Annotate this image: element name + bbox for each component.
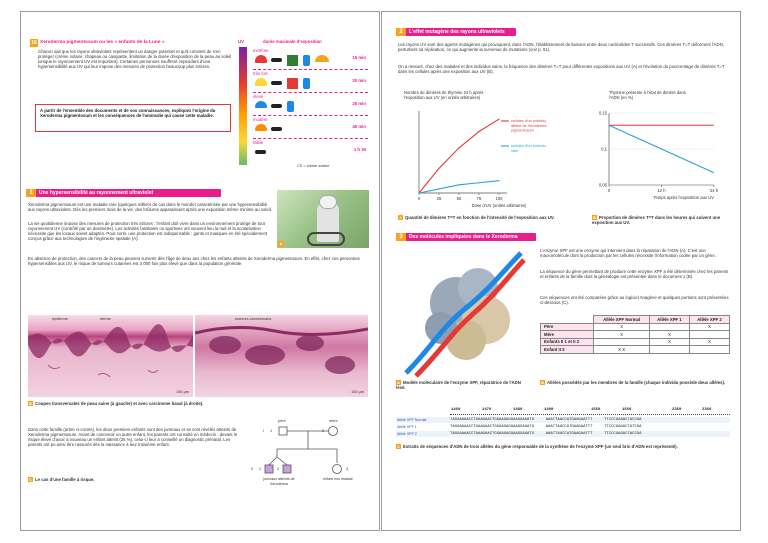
histology-caption [28, 401, 358, 406]
legend-label: atteint de Xeroderma [511, 123, 547, 128]
row-label: Enfants II 1 et II 2 [541, 338, 594, 346]
header-cell: Allèle XPF 2 [689, 316, 729, 324]
tumor-clusters [195, 315, 368, 397]
uv-row-5 [253, 139, 368, 162]
series-line-healthy [419, 181, 499, 193]
data-point [418, 192, 419, 193]
scale-bar-label: 150 µm [176, 389, 189, 394]
x-tick-label: 50 [456, 196, 462, 201]
xpf-enzyme-molecular-model-image [396, 248, 526, 378]
sequence-comparison [396, 407, 730, 462]
allele-sequence: TAGGAAAACCTGAAGAACTGGAAGAGGAAGGAGATG AAATTAACCATGAAGAATTT TTCCCGAGACTACCGA [450, 418, 642, 422]
uv-exposure-table [235, 39, 368, 174]
molecule-render [396, 248, 526, 378]
family-caption [28, 477, 228, 482]
uv-level-label: modéré [253, 117, 268, 122]
protection-icons [255, 124, 335, 136]
label-epidermis: épiderme [52, 317, 68, 321]
table-cell [689, 331, 729, 339]
exercise-number-badge: 16 [31, 40, 37, 46]
sunglasses-icon [271, 127, 282, 131]
helmet-visor [319, 195, 337, 209]
sunglasses-icon [271, 81, 282, 85]
individual-number: 1 [259, 467, 262, 471]
x-tick-label: 75 [476, 196, 482, 201]
section-title: L'effet mutagène des rayons ultraviolets [409, 29, 505, 35]
section-3-title-bar [396, 233, 536, 248]
row-label: Enfant II 3 [541, 346, 594, 354]
sunglasses-icon [255, 150, 266, 154]
section-number-badge: 1 [26, 189, 36, 197]
cap-icon [255, 124, 267, 131]
chart-b-dimer-percentage-vs-time [587, 89, 732, 214]
sequence-position: 1560 [622, 408, 632, 412]
uv-row-2 [253, 70, 368, 93]
table-cell: X [594, 323, 650, 331]
family-paragraph: Dans cette famille (arbre ci-contre), les deux premiers enfants sont des jumeaux et se sont révélés atteints de Xeroderma pigmentosum. Avant de concevoir un autre enfant, les parents ont consulté un médecin : devant le risque élevé d'avoir à nouveau un enfant atteint (25 %), celui-ci leur a conseillé un diagnostic prénatal. Les parents ont pu ainsi être rassurés dès la naissance à leur troisième enfant. [28, 427, 238, 448]
table-cell [594, 338, 650, 346]
sequence-position: 1490 [544, 408, 554, 412]
legend-label: cellules d'un individu [511, 119, 546, 123]
table-cell: X [594, 331, 650, 339]
caption-text: Extraits de séquences d'ADN de trois allèles du gène responsable de la synthèse de l'enzyme XPF (un seul brin d'ADN est représenté). [403, 444, 678, 449]
table-row [541, 346, 730, 354]
sequence-row [396, 431, 730, 437]
caption-letter: A [399, 215, 402, 221]
uv-level-label: très fort [253, 71, 268, 76]
uv-column-header: UV [238, 39, 244, 44]
section-2-paragraph-2: On a mesuré, chez des malades et des individus sains, la fréquence des dimères T=T pour différentes expositions aux UV (A) et l'évolution du pourcentage de dimères T=T dans les cellules après une exposition aux UV (B). [398, 64, 725, 75]
twins-label: jumeaux atteints de Xeroderma [263, 477, 295, 487]
photo-letter: A [279, 241, 283, 246]
umbrella-icon [315, 55, 329, 62]
caption-letter: C [29, 477, 32, 483]
section-3-paragraph-2: La séquence du gène permettant de produire cette enzyme XPF a été déterminée chez les parents et enfants de la famille dont la généalogie est présentée dans le document 1 (B). [540, 269, 729, 280]
row-label: Mère [541, 331, 594, 339]
sequence-position: 2360 [702, 408, 712, 412]
generation-2-label: II [251, 467, 254, 471]
section-title: Des molécules impliquées dans le Xeroderma pigmentosum [409, 234, 518, 248]
y-tick-label: 0,05 [598, 182, 607, 188]
caption-letter: A [397, 380, 400, 386]
section-1-paragraph-2: La vie quotidienne impose des mesures de protection très strictes : l'enfant doit vivre dans un environnement protégé de tout rayonnement UV (contrôlé par un dosimètre). Les activités familiales ou sportives ont souvent lieu la nuit et la scolarisation nécessite que les locaux soient adaptés. Pour sortir, une protection est indispensable : gants et masques en été spécialement conçus grâce aux technologies de l'ingénierie spatiale (A). [28, 221, 268, 242]
x-tick-label: 24 h [709, 188, 719, 193]
duration-column-header: durée maximale d'exposition [263, 39, 322, 44]
caption-text: Modèle moléculaire de l'enzyme XPF, réparatrice de l'ADN lésé. [396, 380, 521, 391]
bicycle-shape [307, 232, 345, 246]
chart-a-caption [398, 215, 558, 220]
tshirt-icon [287, 55, 298, 66]
x-tick-label: 100 [495, 196, 503, 201]
uv-duration: 20 min [352, 78, 366, 83]
sequence-caption [396, 444, 730, 449]
x-tick-label: 12 h [657, 188, 666, 193]
header-cell: Allèle XPF Normal [594, 316, 650, 324]
sequence-position: 1550 [591, 408, 601, 412]
section-number-badge: 2 [396, 28, 406, 36]
protection-icons [255, 55, 335, 67]
legend-label: sain [511, 148, 518, 153]
sunscreen-icon [303, 55, 310, 66]
table-cell: X [689, 323, 729, 331]
epidermis-ridges [28, 315, 193, 397]
data-point [438, 168, 439, 169]
table-cell [689, 346, 729, 354]
sunscreen-icon [287, 101, 294, 112]
table-row [541, 323, 730, 331]
exercise-title: Xeroderma pigmentosum ou les « enfants de la Lune » [40, 40, 165, 45]
caption-letter: C [397, 444, 400, 450]
caption-text: Allèles possédés par les membres de la famille (chaque individu possède deux allèles). [547, 380, 726, 385]
uv-level-label: élevé [253, 94, 264, 99]
row-label: Père [541, 323, 594, 331]
scale-bar-label: 150 µm [351, 389, 364, 394]
caption-text: Le cas d'une famille à risque. [35, 477, 95, 482]
label-tumors: tumeurs cancéreuses [235, 317, 272, 321]
label-dermis: derme [100, 317, 111, 321]
uv-duration: 1 h 30 [353, 147, 366, 152]
chart-title: l'exposition aux UV (en unités arbitraires) [404, 95, 481, 101]
allele-sequence: TAGGAAAACCTGAAGAACTGGAAGAGGAAGGAGATG AAATTAACCATGAAGAATTT TTCCCGAGACTATCGA [450, 425, 642, 429]
data-point [478, 182, 479, 183]
caption-letter: B [593, 215, 596, 221]
allele-label: Allèle XPF Normal [397, 418, 427, 422]
header-cell [541, 316, 594, 324]
caption-text: Coupes transversales de peau saine (à gauche) et avec carcinome basal (à droite). [35, 401, 204, 406]
allele-table-header-row [541, 316, 730, 324]
uv-table-legend: CS = crème solaire [297, 164, 330, 168]
uv-level-label: faible [253, 140, 264, 145]
healthy-skin-section-image [28, 315, 193, 397]
table-row [541, 331, 730, 339]
table-cell [649, 346, 689, 354]
section-2-paragraph-1: Les rayons UV sont des agents mutagènes qui provoquent, dans l'ADN, l'établissement de liaisons entre deux nucléotides T successifs. Ces dimères T=T déforment l'ADN, perturbent sa réplication, ce qui augmente la survenue de mutations (voir p. 51). [398, 42, 724, 53]
table-cell: X [649, 338, 689, 346]
molecule-caption [396, 380, 521, 390]
y-tick-label: 0,15 [598, 110, 607, 116]
protection-icons [255, 101, 335, 113]
protection-icons [255, 78, 335, 90]
allele-table [540, 315, 730, 354]
caption-text: Quantité de dimères T=T en fonction de l'intensité de l'exposition aux UV. [405, 215, 555, 220]
data-point [478, 131, 479, 132]
allele-label: Allèle XPF 2 [397, 432, 417, 436]
section-3-paragraph-3: Ces séquences ont été comparées grâce au logiciel Anagène et quelques portions sont présentées ci-dessous (C). [540, 295, 729, 306]
section-1-paragraph-3: En absence de protection, des cancers de la peau peuvent survenir dès l'âge de deux ans chez les enfants atteints de Xeroderma pigmentosum. En effet, chez ces personnes hypersensibles aux UV, le risque de tumeurs cutanées est 4 000 fois plus élevé que dans la population générale. [28, 256, 360, 267]
sunglasses-icon [271, 104, 282, 108]
data-point [438, 188, 439, 189]
uv-level-label: extrême [253, 48, 269, 53]
sunscreen-icon [303, 78, 310, 89]
x-tick-label: 0 [607, 188, 611, 193]
sunglasses-icon [271, 58, 282, 62]
section-1-paragraph-1: Xeroderma pigmentosum est une maladie rare (quelques milliers de cas dans le monde) caractérisée par une hypersensibilité aux rayons ultraviolets. Dès les premiers mois de la vie, des brûlures apparaissent après une exposition même minime au soleil. [28, 202, 272, 213]
sequence-position: 1470 [482, 408, 492, 412]
sequence-ruler [450, 413, 730, 415]
caption-letter: B [541, 380, 544, 386]
chart-title: Nombre de dimères de thymine 24 h après [404, 90, 484, 95]
chart-a-thymine-dimers-vs-dose [394, 89, 579, 214]
allele-sequence: TAGGAAAACCTAAAGAACTGGAAGAGGAAGGAGATG AAATTAACCATGAAGAATTT TTCCCGAGACTACCGA [450, 432, 642, 436]
sequence-row [396, 424, 730, 430]
father-label: père [278, 419, 286, 423]
uv-row-1 [253, 47, 368, 70]
header-cell: Allèle XPF 1 [649, 316, 689, 324]
left-page [20, 11, 380, 531]
uv-row-3 [253, 93, 368, 116]
caption-letter: B [29, 401, 32, 407]
individual-number: 2 [322, 429, 325, 433]
right-page [381, 11, 741, 531]
uv-scale-arrow [235, 47, 255, 172]
section-title: Une hypersensibilité au rayonnement ultraviolet [39, 190, 154, 196]
x-axis-label: Dose d'UV (unités arbitraires) [471, 203, 527, 208]
section-2-title-bar [396, 28, 516, 36]
uv-duration: 45 min [352, 124, 366, 129]
data-point [498, 119, 499, 120]
hat-icon [255, 78, 267, 86]
caption-text: Proportion de dimères T=T dans les heures qui suivent une exposition aux UV. [592, 215, 721, 226]
tshirt-icon [287, 78, 298, 89]
data-point [458, 147, 459, 148]
section-1-title-bar [26, 189, 221, 197]
uv-row-4 [253, 116, 368, 139]
legend-label: cellules d'un individu [511, 144, 546, 148]
pedigree-tree [249, 419, 369, 499]
individual-number: 3 [346, 467, 349, 471]
uv-duration: 15 min [352, 55, 366, 60]
protected-child-photo [277, 190, 369, 248]
sequence-position: 1460 [451, 408, 461, 412]
carcinoma-skin-section-image [195, 315, 368, 397]
cap-icon [255, 101, 267, 108]
data-point [458, 184, 459, 185]
individual-number: 1 [270, 429, 273, 433]
generation-1-label: I [263, 429, 265, 433]
exercise-intro-text: Chacun sait que les rayons ultraviolets représentent un danger potentiel et qu'il convient de s'en protéger (crème solaire, chapeau ou casquette, limitation de la durée d'exposition de la peau au soleil lorsque le rayonnement UV est important). Certaines personnes souffrent cependant d'une hypersensibilité aux UV qui leur impose des mesures de protection beaucoup plus strictes. [38, 49, 232, 70]
x-tick-label: 0 [417, 196, 421, 201]
x-axis-label: Temps après l'exposition aux UV [653, 195, 714, 200]
table-row [541, 338, 730, 346]
allele-table-caption [540, 380, 730, 385]
section-3-paragraph-1: L'enzyme XPF est une enzyme qui intervient dans la réparation de l'ADN (A). C'est une macromolécule dont la production par les cellules nécessite l'information codée par un gène. [540, 248, 716, 259]
allele-label: Allèle XPF 1 [397, 425, 417, 429]
uv-duration: 25 min [352, 101, 366, 106]
chart-title: Thymine présente à l'état de dimère dans [609, 90, 686, 95]
individual-number: 2 [277, 467, 280, 471]
hat-icon [255, 55, 267, 63]
sequence-position: 2350 [672, 408, 682, 412]
protection-icons [255, 147, 335, 159]
chart-b-caption [592, 215, 732, 225]
section-number-badge: 3 [396, 233, 406, 241]
mother-label: mère [329, 419, 338, 423]
data-point [498, 180, 499, 181]
table-cell: X [689, 338, 729, 346]
x-tick-label: 25 [436, 196, 442, 201]
exercise-task-box [35, 104, 231, 132]
table-cell: X [649, 331, 689, 339]
sequence-position: 1480 [513, 408, 523, 412]
y-tick-label: 0,1 [601, 146, 607, 152]
legend-label: pigmentosum [511, 128, 534, 133]
exercise-task-text: À partir de l'ensemble des documents et de vos connaissances, expliquez l'origine du Xeroderma pigmentosum et les conséquences de l'anomalie qui cause cette maladie. [40, 108, 216, 119]
table-cell [649, 323, 689, 331]
healthy-child-label: enfant non malade [323, 477, 353, 481]
table-cell: X X [594, 346, 650, 354]
sequence-row [396, 417, 730, 423]
chart-title: l'ADN (en %) [609, 95, 634, 101]
